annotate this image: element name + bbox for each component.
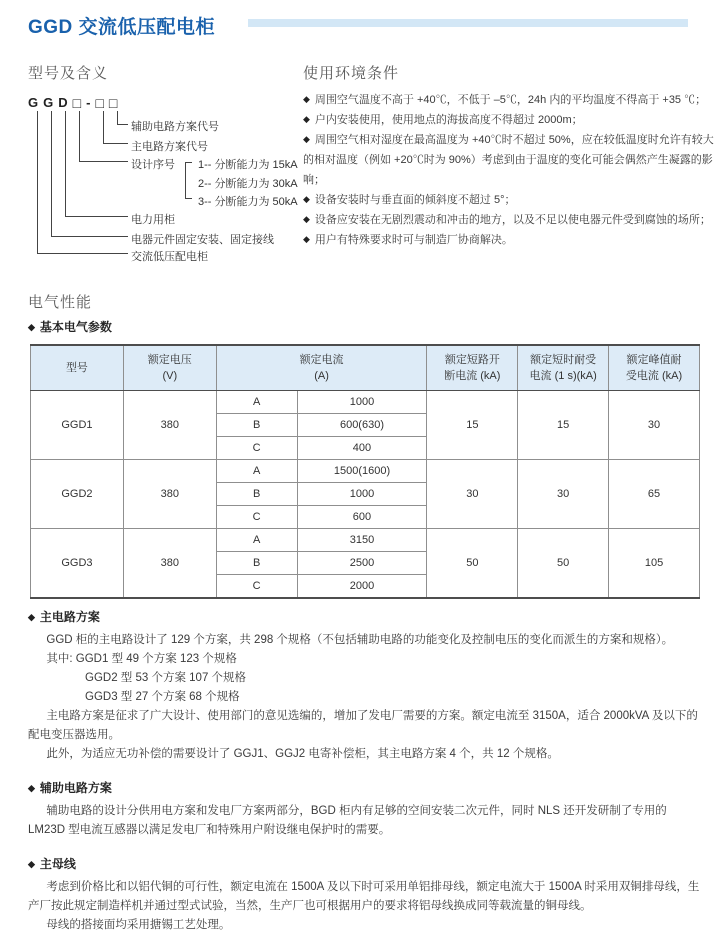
cell-breaking: 50 <box>427 529 518 598</box>
table-header-row <box>31 345 700 391</box>
diamond-bullet-icon: ◆ <box>303 214 310 224</box>
label-ac-lv-cabinet: 交流低压配电柜 <box>131 251 208 263</box>
header-line: 额定短路开 <box>444 354 500 366</box>
model-section-heading: 型号及含义 <box>28 65 109 82</box>
model-code-box: □ <box>108 94 118 111</box>
basic-electrical-parameters-table <box>30 344 700 599</box>
main-circuit-p3: 此外，为适应无功补偿的需要设计了 GGJ1、GGJ2 电寄补偿柜，其主电路方案 4 个，共 12 个规格。 <box>46 748 559 760</box>
env-item-text: 设备应安装在无剧烈震动和冲击的地方，以及不足以使电器元件受到腐蚀的场所； <box>314 214 711 226</box>
cell-current: 3150 <box>297 529 427 552</box>
header-line: (V) <box>162 370 178 382</box>
cell-current: 600 <box>297 506 427 529</box>
env-item <box>303 190 717 210</box>
diamond-bullet-icon: ◆ <box>28 783 35 793</box>
cell-breaking: 30 <box>427 460 518 529</box>
diamond-bullet-icon: ◆ <box>303 134 310 144</box>
design-option-3: 3-- 分断能力为 50kA <box>198 196 298 208</box>
col-header-voltage <box>123 345 216 391</box>
model-code-char: D <box>58 95 68 110</box>
env-item-text: 周围空气相对湿度在最高温度为 +40℃时不超过 50%，应在较低温度时允许有较大的相对温度（例如 +20℃时为 90%）考虑到由于温度的变化可能会偶然产生凝露的影响； <box>303 134 714 186</box>
cell-current: 1000 <box>297 483 427 506</box>
heading-text: 主母线 <box>39 857 76 871</box>
diamond-bullet-icon: ◆ <box>303 234 310 244</box>
model-code-row <box>28 95 117 110</box>
diamond-bullet-icon: ◆ <box>28 612 35 622</box>
cell-current: 400 <box>297 437 427 460</box>
busbar-p1: 考虑到价格比和以铝代铜的可行性，额定电流在 1500A 及以下时可采用单铝排母线，额定电流大于 1500A 时采用双铜排母线，生产厂按此规定制造样机并通过型式试验，当然，生产厂也可根据用户的要求将铝母线换成同等载流量的铜母线。 <box>28 881 700 912</box>
model-code-box: □ <box>72 94 82 111</box>
electrical-section-heading: 电气性能 <box>28 294 93 311</box>
env-condition-list <box>303 90 717 250</box>
header-line: 额定峰值耐 <box>626 354 682 366</box>
cell-grade: A <box>216 391 297 414</box>
title-accent-bar <box>248 19 688 27</box>
table-title <box>28 318 112 335</box>
label-fixed-mounting: 电器元件固定安装、固定接线 <box>131 234 274 246</box>
env-item <box>303 130 717 190</box>
cell-voltage: 380 <box>123 391 216 460</box>
cell-current: 600(630) <box>297 414 427 437</box>
cell-model: GGD1 <box>31 391 124 460</box>
model-code-char: G <box>28 95 39 110</box>
main-circuit-ggd1: 其中: GGD1 型 49 个方案 123 个规格 <box>46 653 237 665</box>
cell-peak: 65 <box>609 460 700 529</box>
main-circuit-ggd2: GGD2 型 53 个方案 107 个规格 <box>85 672 247 684</box>
cell-grade: B <box>216 414 297 437</box>
header-line: 额定短时耐受 <box>530 354 597 366</box>
env-section-heading: 使用环境条件 <box>303 65 400 82</box>
page-title: GGD 交流低压配电柜 <box>28 17 216 38</box>
cell-model: GGD3 <box>31 529 124 598</box>
table-row <box>31 529 700 552</box>
design-options-bracket <box>185 162 192 199</box>
design-option-1: 1-- 分断能力为 15kA <box>198 159 298 171</box>
cell-grade: B <box>216 552 297 575</box>
env-item-text: 户内安装使用，使用地点的海拔高度不得超过 2000m； <box>314 114 583 126</box>
col-header-peak <box>609 345 700 391</box>
cell-peak: 105 <box>609 529 700 598</box>
main-circuit-p2: 主电路方案是征求了广大设计、使用部门的意见选编的，增加了发电厂需要的方案。额定电流至 3150A，适合 2000kVA 及以下的配电变压器选用。 <box>28 710 698 741</box>
main-circuit-p1: GGD 柜的主电路设计了 129 个方案，共 298 个规格（不包括辅助电路的功能变化及控制电压的变化而派生的方案和规格）。 <box>46 634 674 646</box>
model-code-char: G <box>43 95 54 110</box>
header-line: 受电流 (kA) <box>625 370 683 382</box>
diamond-bullet-icon: ◆ <box>303 114 310 124</box>
cell-current: 2000 <box>297 575 427 598</box>
col-header-breaking <box>427 345 518 391</box>
label-main-circuit-code: 主电路方案代号 <box>131 141 208 153</box>
env-item-text: 周围空气温度不高于 +40℃，不低于 –5℃，24h 内的平均温度不得高于 +35 ℃； <box>314 94 707 106</box>
cell-grade: B <box>216 483 297 506</box>
cell-voltage: 380 <box>123 529 216 598</box>
main-circuit-ggd3: GGD3 型 27 个方案 68 个规格 <box>85 691 240 703</box>
cell-withstand: 15 <box>518 391 609 460</box>
cell-current: 1000 <box>297 391 427 414</box>
header-line: 额定电压 <box>147 354 192 366</box>
aux-circuit-p1: 辅助电路的设计分供用电方案和发电厂方案两部分，BGD 柜内有足够的空间安装二次元件，同时 NLS 还开发研制了专用的 LM23D 型电流互感器以满足发电厂和特殊用户附设继电保护时的需要。 <box>28 805 667 836</box>
env-item-text: 设备安装时与垂直面的倾斜度不超过 5°； <box>314 194 516 206</box>
env-item <box>303 210 717 230</box>
label-power-cabinet: 电力用柜 <box>131 214 175 226</box>
cell-grade: C <box>216 506 297 529</box>
table-row <box>31 391 700 414</box>
cell-current: 2500 <box>297 552 427 575</box>
cell-grade: A <box>216 529 297 552</box>
cell-breaking: 15 <box>427 391 518 460</box>
label-design-number: 设计序号 <box>131 159 175 171</box>
header-line: 额定电流 <box>299 354 344 366</box>
design-option-2: 2-- 分断能力为 30kA <box>198 178 298 190</box>
connector-line <box>37 111 128 254</box>
model-code-char: - <box>86 95 91 110</box>
cell-grade: C <box>216 575 297 598</box>
busbar-p2: 母线的搭接面均采用搪锡工艺处理。 <box>46 919 231 931</box>
env-item <box>303 110 717 130</box>
main-circuit-heading <box>28 608 706 628</box>
label-aux-circuit-code: 辅助电路方案代号 <box>131 121 219 133</box>
diamond-bullet-icon: ◆ <box>28 322 35 332</box>
env-item-text: 用户有特殊要求时可与制造厂协商解决。 <box>314 234 513 246</box>
table-title-text: 基本电气参数 <box>39 320 112 334</box>
cell-withstand: 30 <box>518 460 609 529</box>
header-line: 断电流 (kA) <box>444 370 501 382</box>
cell-peak: 30 <box>609 391 700 460</box>
heading-text: 主电路方案 <box>39 610 100 624</box>
header-line: 电流 (1 s)(kA) <box>529 370 597 382</box>
cell-withstand: 50 <box>518 529 609 598</box>
cell-grade: A <box>216 460 297 483</box>
header-line: (A) <box>314 370 329 382</box>
diamond-bullet-icon: ◆ <box>303 94 310 104</box>
cell-model: GGD2 <box>31 460 124 529</box>
col-header-model: 型号 <box>31 345 124 391</box>
text-sections <box>28 608 706 935</box>
model-code-box: □ <box>95 94 104 111</box>
cell-grade: C <box>216 437 297 460</box>
col-header-current <box>216 345 427 391</box>
diamond-bullet-icon: ◆ <box>303 194 310 204</box>
busbar-heading <box>28 855 706 875</box>
diamond-bullet-icon: ◆ <box>28 859 35 869</box>
cell-voltage: 380 <box>123 460 216 529</box>
heading-text: 辅助电路方案 <box>39 781 112 795</box>
col-header-withstand <box>518 345 609 391</box>
aux-circuit-heading <box>28 779 706 799</box>
env-item <box>303 230 717 250</box>
table-row <box>31 460 700 483</box>
env-item <box>303 90 717 110</box>
model-code-diagram <box>28 95 328 265</box>
cell-current: 1500(1600) <box>297 460 427 483</box>
